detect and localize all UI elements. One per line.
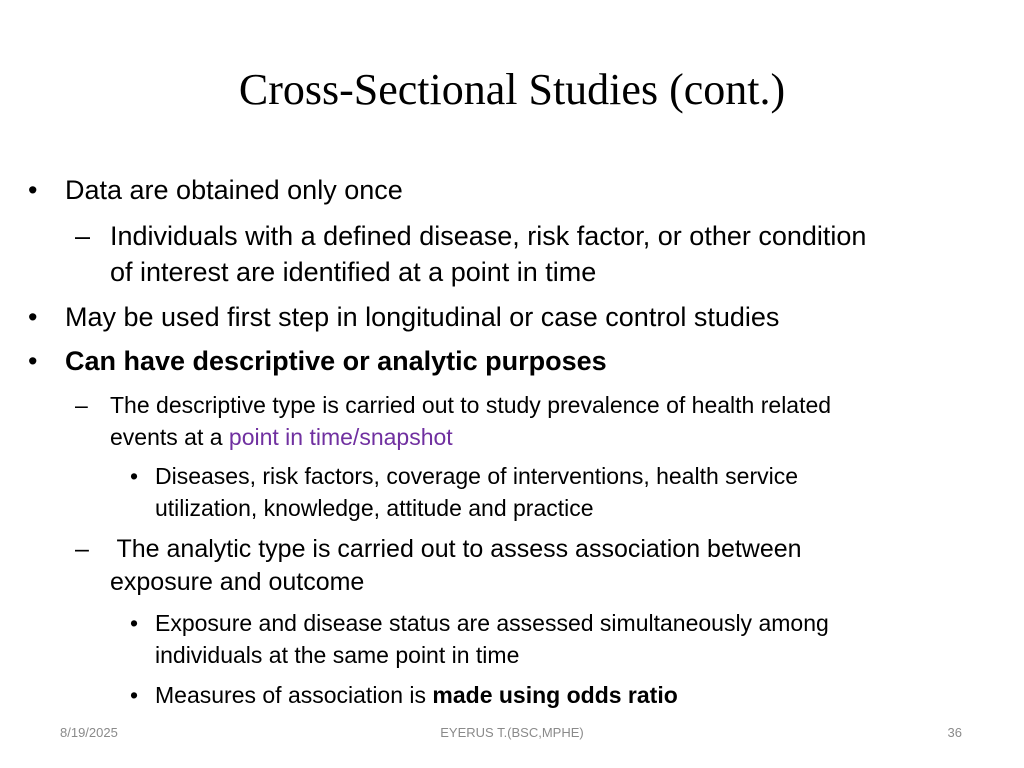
sub-sub-bullet-text bbox=[155, 679, 678, 711]
sub-bullet-text-line-2 bbox=[110, 421, 453, 453]
sub-bullet-text-prefix: events at a bbox=[110, 424, 229, 450]
footer-author: EYERUS T.(BSC,MPHE) bbox=[440, 725, 584, 740]
sub-sub-bullet-text-line-1: Exposure and disease status are assessed simultaneously among bbox=[155, 610, 829, 636]
highlighted-phrase: point in time/snapshot bbox=[228, 424, 453, 450]
sub-sub-bullet-text-line-2: individuals at the same point in time bbox=[155, 642, 520, 668]
sub-bullet-text-line-1: The descriptive type is carried out to study prevalence of health related bbox=[110, 392, 832, 418]
sub-bullet-text-line-2: exposure and outcome bbox=[110, 568, 365, 596]
bullet-text: May be used first step in longitudinal or case control studies bbox=[65, 302, 780, 332]
bullet-dot-icon: • bbox=[130, 463, 139, 489]
sub-bullet-text-line-1: Individuals with a defined disease, risk factor, or other condition bbox=[110, 221, 867, 251]
sub-sub-bullet-text-line-1: Diseases, risk factors, coverage of interventions, health service bbox=[155, 463, 799, 489]
bullet-dash-icon: – bbox=[75, 535, 89, 563]
bullet-dot-icon: • bbox=[130, 682, 139, 708]
bullet-dot-icon: • bbox=[28, 302, 38, 332]
bullet-dot-icon: • bbox=[28, 175, 38, 205]
bold-phrase: made using odds ratio bbox=[432, 682, 678, 708]
bullet-dash-icon: – bbox=[75, 221, 91, 251]
sub-sub-bullet-text-prefix: Measures of association is bbox=[155, 682, 433, 708]
footer-page-number: 36 bbox=[947, 725, 962, 740]
bullet-text: Data are obtained only once bbox=[65, 175, 403, 205]
bullet-dot-icon: • bbox=[130, 610, 139, 636]
bullet-dash-icon: – bbox=[75, 392, 88, 418]
bullet-dot-icon: • bbox=[28, 346, 38, 376]
footer-date: 8/19/2025 bbox=[60, 725, 118, 740]
bullet-text-bold: Can have descriptive or analytic purposes bbox=[65, 346, 607, 376]
slide-title: Cross-Sectional Studies (cont.) bbox=[238, 65, 786, 114]
sub-bullet-text-line-2: of interest are identified at a point in time bbox=[110, 257, 597, 287]
sub-bullet-text-line-1: The analytic type is carried out to assess association between bbox=[110, 535, 802, 563]
sub-sub-bullet-text-line-2: utilization, knowledge, attitude and practice bbox=[155, 495, 594, 521]
